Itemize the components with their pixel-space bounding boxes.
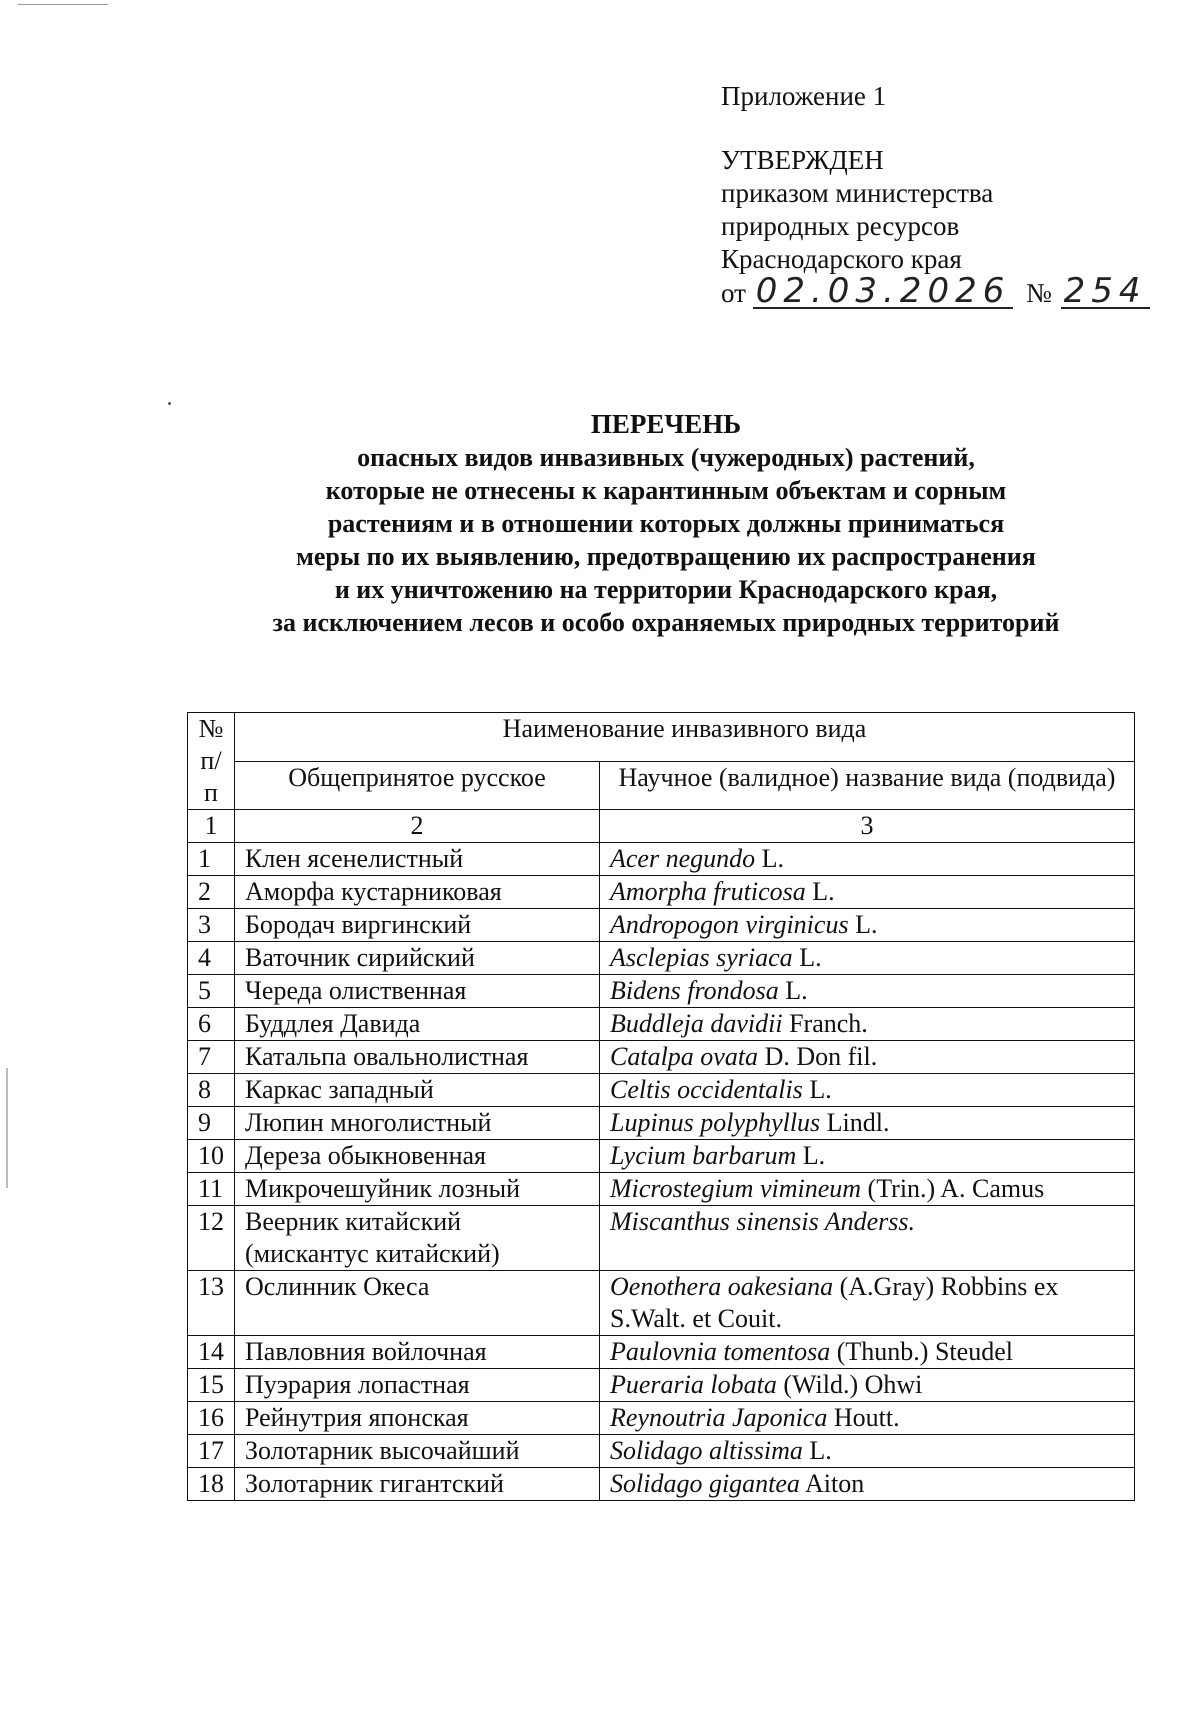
scan-margin-mark [6, 1068, 8, 1188]
title-line: за исключением лесов и особо охраняемых природных территорий [272, 608, 1060, 637]
row-number: 17 [188, 1435, 235, 1468]
scientific-name-cell [600, 1402, 1135, 1435]
scientific-name: Bidens frondosa [610, 976, 779, 1005]
scientific-name: Amorpha fruticosa [610, 877, 806, 906]
scientific-name-cell [600, 1435, 1135, 1468]
approval-block [721, 80, 1150, 314]
russian-name: Ослинник Океса [235, 1271, 600, 1336]
species-table [187, 712, 1135, 1501]
author-citation: Lindl. [826, 1108, 890, 1137]
scientific-name: Pueraria lobata [610, 1370, 777, 1399]
row-number: 11 [188, 1173, 235, 1206]
russian-name: Бородач виргинский [235, 909, 600, 942]
author-citation: L. [761, 844, 785, 873]
table-row [188, 1140, 1135, 1173]
russian-name: Катальпа овальнолистная [235, 1041, 600, 1074]
table-row [188, 1041, 1135, 1074]
russian-name: Аморфа кустарниковая [235, 876, 600, 909]
species-rows [188, 843, 1135, 1501]
date-prefix: от [721, 278, 746, 308]
row-number: 13 [188, 1271, 235, 1336]
handwritten-number: 254 [1061, 276, 1150, 309]
author-citation: L. [809, 1075, 832, 1104]
scientific-name-cell [600, 1140, 1135, 1173]
column-number: 2 [235, 810, 600, 843]
table-row [188, 1435, 1135, 1468]
table-row [188, 1008, 1135, 1041]
header-number: № п/п [188, 713, 235, 810]
russian-name: Микрочешуйник лозный [235, 1173, 600, 1206]
scientific-name: Andropogon virginicus [610, 910, 849, 939]
author-citation: (Thunb.) Steudel [836, 1337, 1013, 1366]
russian-name: Золотарник гигантский [235, 1468, 600, 1501]
russian-name: Буддлея Давида [235, 1008, 600, 1041]
scan-artifact-line [18, 4, 108, 5]
title-heading: ПЕРЕЧЕНЬ [590, 409, 742, 439]
row-number: 2 [188, 876, 235, 909]
author-citation: Houtt. [833, 1403, 900, 1432]
author-citation: (A.Gray) Robbins ex S.Walt. et Couit. [610, 1272, 1059, 1333]
russian-name: Пуэрария лопастная [235, 1369, 600, 1402]
scientific-name: Catalpa ovata [610, 1042, 759, 1071]
column-number: 1 [188, 810, 235, 843]
approval-line-1: приказом министерства [721, 178, 994, 208]
table-row [188, 843, 1135, 876]
row-number: 8 [188, 1074, 235, 1107]
table-row [188, 1074, 1135, 1107]
row-number: 12 [188, 1206, 235, 1271]
russian-name: Череда олиственная [235, 975, 600, 1008]
row-number: 7 [188, 1041, 235, 1074]
title-line: опасных видов инвазивных (чужеродных) растений, [357, 443, 975, 472]
approval-line-3: Краснодарского края [721, 244, 962, 274]
scientific-name-cell [600, 1271, 1135, 1336]
scientific-name: Buddleja davidii [610, 1009, 783, 1038]
title-line: которые не отнесены к карантинным объектам и сорным [325, 476, 1007, 505]
row-number: 9 [188, 1107, 235, 1140]
row-number: 10 [188, 1140, 235, 1173]
table-row [188, 1206, 1135, 1271]
scientific-name: Miscanthus sinensis Anderss. [610, 1207, 916, 1236]
row-number: 14 [188, 1336, 235, 1369]
handwritten-date: 02.03.2026 [753, 276, 1014, 309]
document-title [170, 408, 1162, 639]
russian-name: Золотарник высочайший [235, 1435, 600, 1468]
scientific-name-cell [600, 843, 1135, 876]
scientific-name-cell [600, 1468, 1135, 1501]
header-russian-name: Общепринятое русское [235, 761, 600, 810]
scientific-name-cell [600, 1008, 1135, 1041]
author-citation: (Wild.) Ohwi [783, 1370, 923, 1399]
author-citation: L. [809, 1436, 832, 1465]
table-row [188, 975, 1135, 1008]
title-line: растениям и в отношении которых должны приниматься [327, 509, 1005, 538]
approval-line-2: природных ресурсов [721, 211, 960, 241]
row-number: 4 [188, 942, 235, 975]
scientific-name: Asclepias syriaca [610, 943, 793, 972]
scientific-name: Lupinus polyphyllus [610, 1108, 821, 1137]
scientific-name: Microstegium vimineum [610, 1174, 862, 1203]
row-number: 15 [188, 1369, 235, 1402]
russian-name: Ваточник сирийский [235, 942, 600, 975]
table-row [188, 1271, 1135, 1336]
scientific-name-cell [600, 975, 1135, 1008]
author-citation: L. [802, 1141, 826, 1170]
scientific-name: Reynoutria Japonica [610, 1403, 828, 1432]
scientific-name: Lycium barbarum [610, 1141, 797, 1170]
row-number: 5 [188, 975, 235, 1008]
author-citation: L. [812, 877, 835, 906]
header-name-group: Наименование инвазивного вида [235, 713, 1135, 762]
annex-label: Приложение 1 [721, 81, 887, 111]
author-citation: L. [799, 943, 822, 972]
russian-name: Рейнутрия японская [235, 1402, 600, 1435]
table-row [188, 1336, 1135, 1369]
number-sign: № [1026, 278, 1052, 308]
russian-name: Павловния войлочная [235, 1336, 600, 1369]
russian-name: Каркас западный [235, 1074, 600, 1107]
approved-label: УТВЕРЖДЕН [721, 145, 884, 175]
scientific-name-cell [600, 876, 1135, 909]
russian-name: Веерник китайский (мискантус китайский) [235, 1206, 600, 1271]
russian-name: Дереза обыкновенная [235, 1140, 600, 1173]
row-number: 18 [188, 1468, 235, 1501]
table-row [188, 909, 1135, 942]
scientific-name-cell [600, 1107, 1135, 1140]
table-row [188, 1468, 1135, 1501]
table-row [188, 1173, 1135, 1206]
scientific-name-cell [600, 1074, 1135, 1107]
russian-name: Клен ясенелистный [235, 843, 600, 876]
row-number: 1 [188, 843, 235, 876]
scientific-name: Oenothera oakesiana [610, 1272, 834, 1301]
scientific-name-cell [600, 1336, 1135, 1369]
table-row [188, 1107, 1135, 1140]
author-citation: (Trin.) A. Camus [867, 1174, 1045, 1203]
scientific-name-cell [600, 1041, 1135, 1074]
scientific-name: Paulovnia tomentosa [610, 1337, 831, 1366]
column-number: 3 [600, 810, 1135, 843]
scientific-name-cell [600, 1206, 1135, 1271]
scientific-name: Solidago altissima [610, 1436, 803, 1465]
scientific-name-cell [600, 1173, 1135, 1206]
russian-name: Люпин многолистный [235, 1107, 600, 1140]
author-citation: L. [785, 976, 808, 1005]
table-row [188, 942, 1135, 975]
header-scientific-name: Научное (валидное) название вида (подвида) [600, 761, 1135, 810]
table-row [188, 1369, 1135, 1402]
scientific-name: Acer negundo [610, 844, 756, 873]
author-citation: L. [855, 910, 878, 939]
author-citation: D. Don fil. [764, 1042, 878, 1071]
scan-dot [168, 402, 171, 405]
row-number: 6 [188, 1008, 235, 1041]
author-citation: Aiton [805, 1469, 865, 1498]
row-number: 16 [188, 1402, 235, 1435]
title-line: меры по их выявлению, предотвращению их распространения [296, 542, 1036, 571]
author-citation: Franch. [789, 1009, 868, 1038]
table-row [188, 876, 1135, 909]
row-number: 3 [188, 909, 235, 942]
scientific-name: Solidago gigantea [610, 1469, 800, 1498]
scientific-name-cell [600, 909, 1135, 942]
title-line: и их уничтожению на территории Краснодарского края, [334, 575, 998, 604]
table-row [188, 1402, 1135, 1435]
scientific-name-cell [600, 942, 1135, 975]
scientific-name-cell [600, 1369, 1135, 1402]
approval-date-line [721, 271, 1150, 314]
scientific-name: Celtis occidentalis [610, 1075, 803, 1104]
